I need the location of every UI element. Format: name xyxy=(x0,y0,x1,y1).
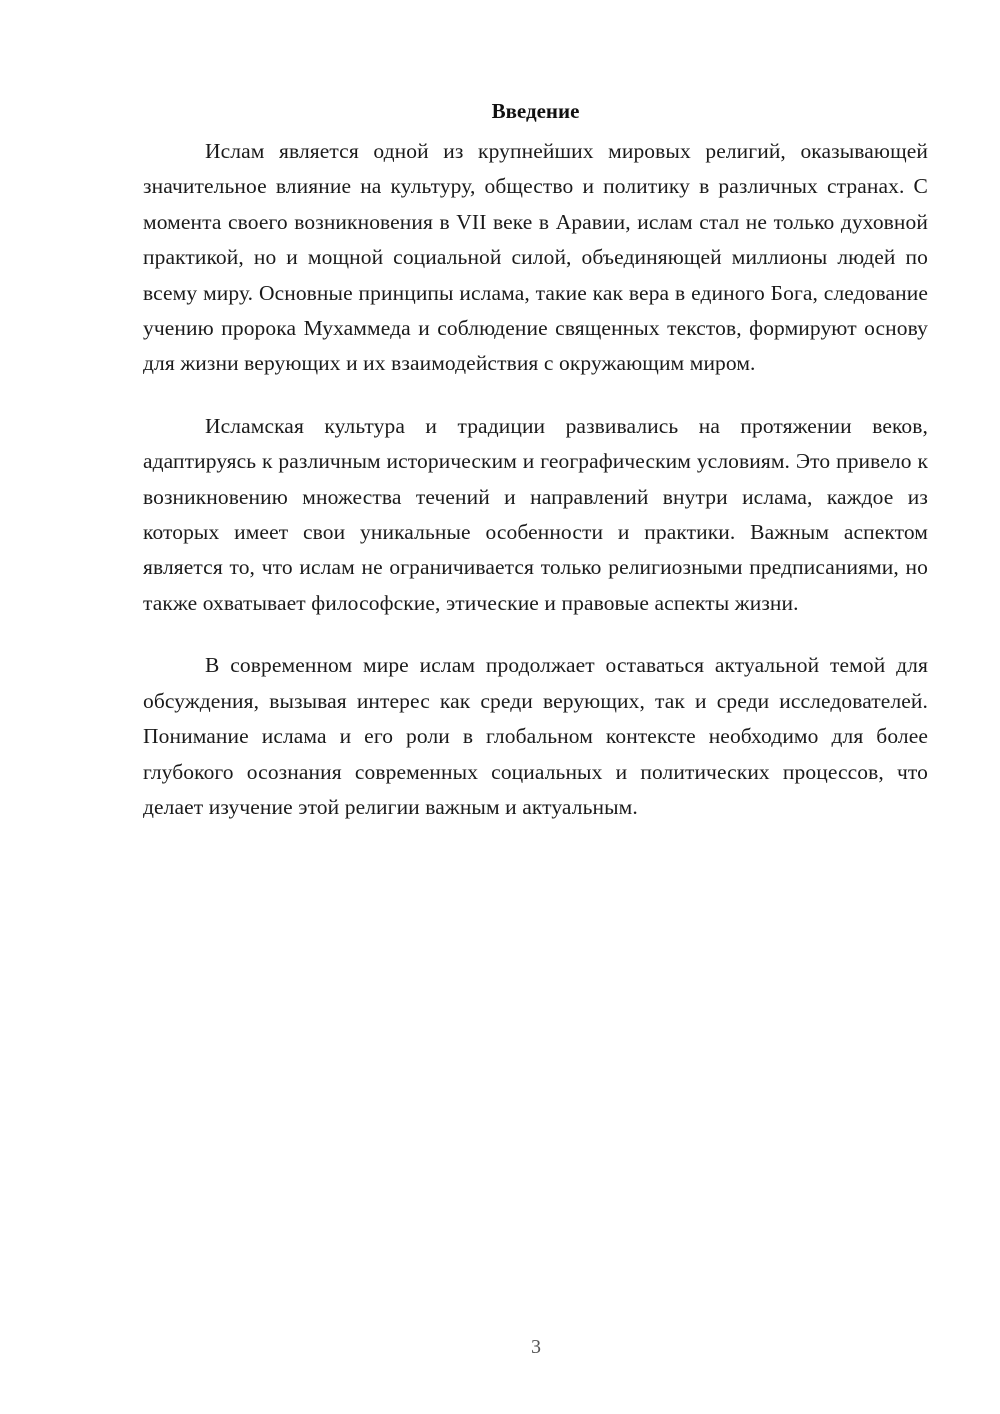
paragraph-3: В современном мире ислам продолжает оставаться актуальной темой для обсуждения, вызывая интерес как среди верующих, так и среди исследователей. Понимание ислама и его роли в глобальном контексте необходимо для более глубокого осознания современных социальных и политических процессов, что делает изучение этой религии важным и актуальным. xyxy=(143,653,928,819)
paragraph-1: Ислам является одной из крупнейших мировых религий, оказывающей значительное влияние на культуру, общество и политику в различных странах. С момента своего возникновения в VII веке в Аравии, ислам стал не только духовной практикой, но и мощной социальной силой, объединяющей миллионы людей по всему миру. Основные принципы ислама, такие как вера в единого Бога, следование учению пророка Мухаммеда и соблюдение священных текстов, формируют основу для жизни верующих и их взаимодействия с окружающим миром. xyxy=(143,139,928,376)
page-content xyxy=(143,96,928,852)
section-title: Введение xyxy=(491,99,580,123)
paragraph-2: Исламская культура и традиции развивались на протяжении веков, адаптируясь к различным историческим и географическим условиям. Это привело к возникновению множества течений и направлений внутри ислама, каждое из которых имеет свои уникальные особенности и практики. Важным аспектом является то, что ислам не ограничивается только религиозными предписаниями, но также охватывает философские, этические и правовые аспекты жизни. xyxy=(143,413,928,615)
page-number: 3 xyxy=(531,1336,541,1358)
